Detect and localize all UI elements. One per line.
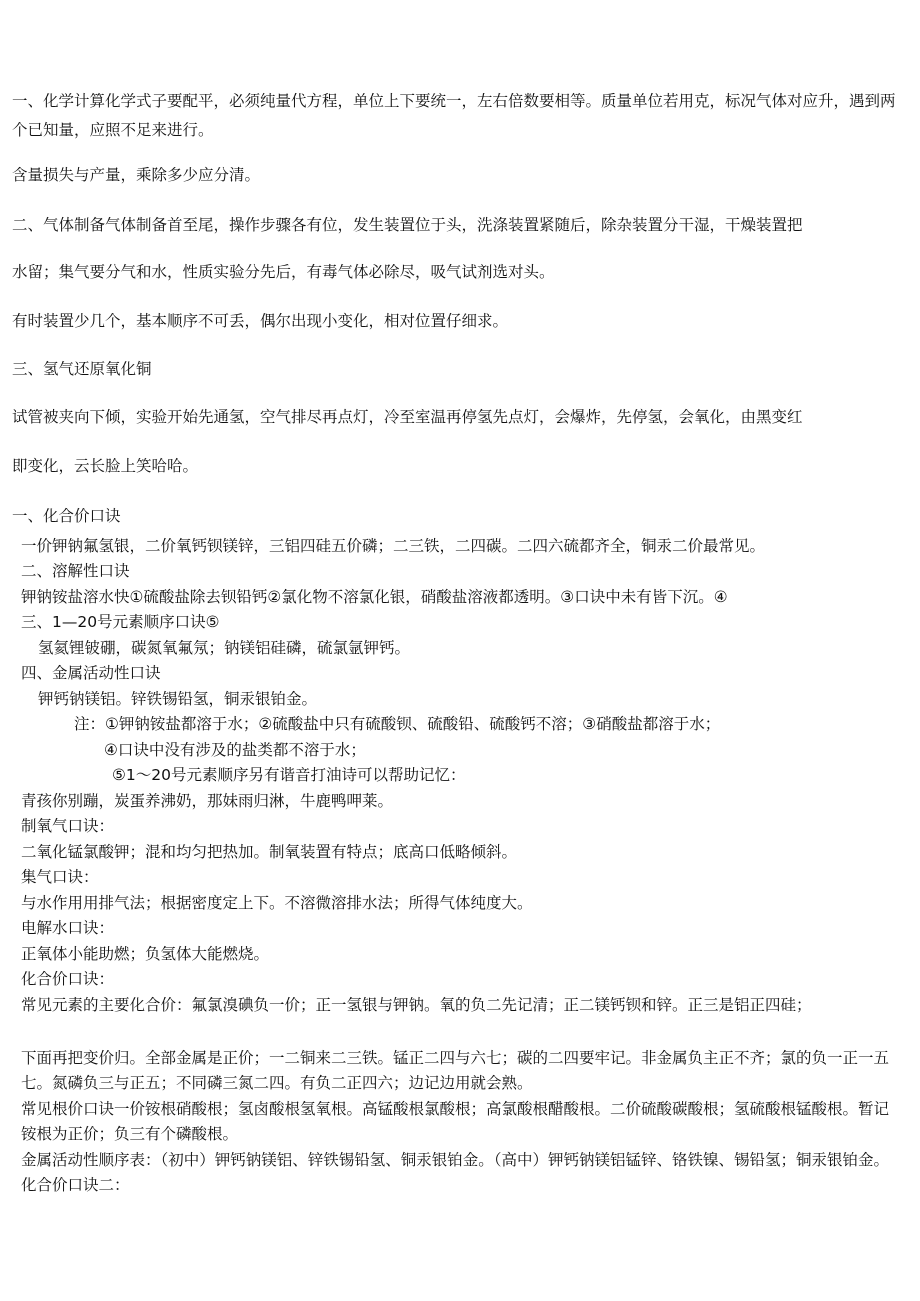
- heading-solubility-rhyme: 二、溶解性口诀: [21, 562, 130, 580]
- heading-element-order: 三、1—20号元素顺序口诀⑤: [21, 613, 220, 631]
- section-3-heading: 三、氢气还原氧化铜: [12, 360, 152, 378]
- line-valence: 一价钾钠氟氢银，二价氧钙钡镁锌，三铝四硅五价磷；二三铁，二四碳。二四六硫都齐全，铜汞二价最常见。: [21, 537, 766, 555]
- heading-valence-rhyme-2: 化合价口诀：: [21, 970, 115, 988]
- paragraph-hydrogen-reduction: 试管被夹向下倾，实验开始先通氢，空气排尽再点灯，冷至室温再停氢先点灯，会爆炸，先停氢，会氧化，由黑变红: [12, 408, 803, 426]
- line-mnemonic-poem: 青孩你别蹦，炭蛋养沸奶，那妹雨归淋，牛鹿鸭呷莱。: [21, 792, 394, 810]
- section-2-gas-preparation: 二、气体制备气体制备首至尾，操作步骤各有位，发生装置位于头，洗涤装置紧随后，除杂装置分干湿，干燥装置把: [12, 216, 803, 234]
- heading-valence-rhyme: 一、化合价口诀: [12, 507, 121, 525]
- paragraph-apparatus-order: 有时装置少几个，基本顺序不可丢，偶尔出现小变化，相对位置仔细求。: [12, 312, 509, 330]
- section-1-chemistry-calculation: 一、化学计算化学式子要配平，必须纯量代方程，单位上下要统一，左右倍数要相等。质量单位若用克，标况气体对应升，遇到两个已知量，应照不足来进行。: [12, 92, 896, 139]
- paragraph-common-valences: 常见元素的主要化合价：氟氯溴碘负一价；正一氢银与钾钠。氧的负二先记清；正二镁钙钡和锌。正三是铝正四硅；: [21, 996, 812, 1014]
- note-line-1: 注：①钾钠铵盐都溶于水；②硫酸盐中只有硫酸钡、硫酸铅、硫酸钙不溶；③硝酸盐都溶于水；: [74, 715, 721, 733]
- line-metal-activity: 钾钙钠镁铝。锌铁锡铅氢，铜汞银铂金。: [38, 690, 318, 708]
- line-electrolysis: 正氧体小能助燃；负氢体大能燃烧。: [21, 945, 270, 963]
- heading-metal-activity: 四、金属活动性口诀: [21, 664, 161, 682]
- paragraph-variable-valences: 下面再把变价归。全部金属是正价；一二铜来二三铁。锰正二四与六七；碳的二四要牢记。非金属负主正不齐；氯的负一正一五七。氮磷负三与正五；不同磷三氮二四。有负二正四六；边记边用就会熟。: [21, 1049, 890, 1092]
- paragraph-gas-collection: 水留；集气要分气和水，性质实验分先后，有毒气体必除尽，吸气试剂选对头。: [12, 263, 555, 281]
- paragraph-content-loss: 含量损失与产量，乘除多少应分清。: [12, 166, 261, 184]
- note-line-2: ④口诀中没有涉及的盐类都不溶于水；: [104, 741, 366, 759]
- heading-gas-collection: 集气口诀：: [21, 868, 99, 886]
- line-oxygen-prep: 二氧化锰氯酸钾；混和均匀把热加。制氧装置有特点；底高口低略倾斜。: [21, 843, 518, 861]
- line-element-order: 氢氦锂铍硼，碳氮氧氟氖；钠镁铝硅磷，硫氯氩钾钙。: [38, 639, 411, 657]
- paragraph-radical-valences: 常见根价口诀一价铵根硝酸根；氢卤酸根氢氧根。高锰酸根氯酸根；高氯酸根醋酸根。二价硫酸碳酸根；氢硫酸根锰酸根。暂记铵根为正价；负三有个磷酸根。: [21, 1100, 890, 1143]
- note-line-3: ⑤1～20号元素顺序另有谐音打油诗可以帮助记忆：: [112, 766, 466, 784]
- heading-oxygen-prep: 制氧气口诀：: [21, 817, 115, 835]
- line-solubility: 钾钠铵盐溶水快①硫酸盐除去钡铅钙②氯化物不溶氯化银，硝酸盐溶液都透明。③口诀中未有皆下沉。④: [21, 588, 728, 606]
- heading-electrolysis: 电解水口诀：: [21, 919, 115, 937]
- paragraph-color-change: 即变化，云长脸上笑哈哈。: [12, 457, 199, 475]
- line-gas-collection: 与水作用用排气法；根据密度定上下。不溶微溶排水法；所得气体纯度大。: [21, 894, 533, 912]
- paragraph-metal-activity-series: 金属活动性顺序表：（初中）钾钙钠镁铝、锌铁锡铅氢、铜汞银铂金。（高中）钾钙钠镁铝锰锌、铬铁镍、锡铅氢；铜汞银铂金。化合价口诀二：: [21, 1151, 890, 1194]
